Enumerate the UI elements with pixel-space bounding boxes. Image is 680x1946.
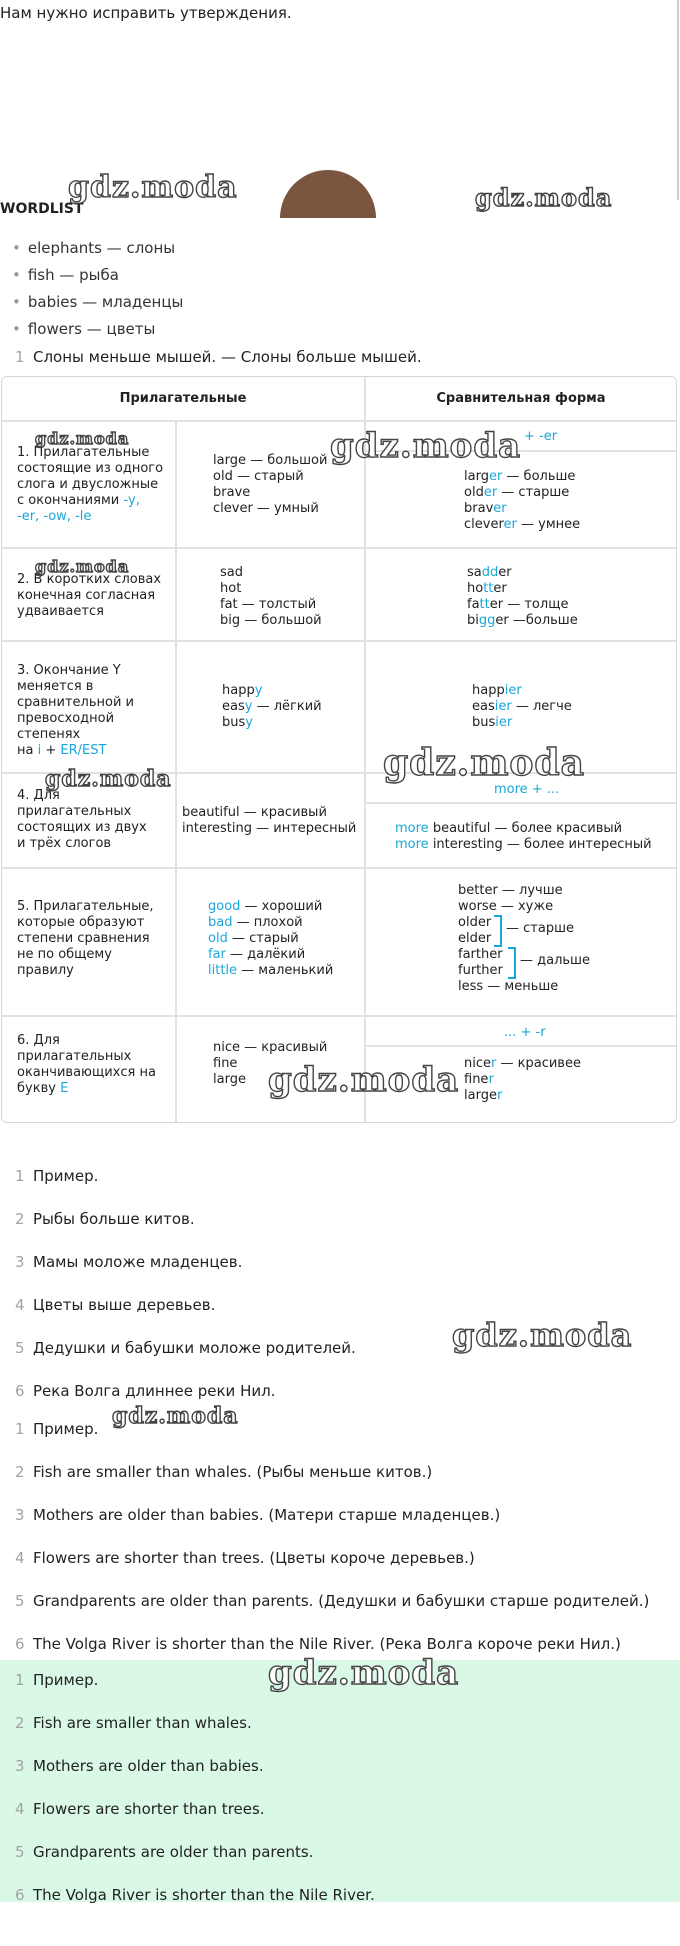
cell-line: larger — больше: [464, 469, 576, 484]
cell-line: и трёх слогов: [17, 836, 112, 851]
cell-line: braver: [464, 501, 507, 516]
cell-line: nicer — красивее: [464, 1056, 581, 1071]
cell-line: 1. Прилагательные: [17, 445, 150, 460]
cell-line: sadder: [467, 565, 512, 580]
cell-line: brave: [213, 485, 251, 500]
cell-line: nice — красивый: [213, 1040, 328, 1055]
bracket-icon: [494, 915, 502, 947]
cell-line: fatter — толще: [467, 597, 569, 612]
wordlist-item: • elephants — слоны: [12, 239, 176, 257]
cell-line: busy: [222, 715, 253, 730]
answer-block: [0, 1660, 680, 1902]
rule-cell: [17, 1033, 156, 1097]
rule-hint: ... + -r: [504, 1025, 546, 1040]
cell-line: fine: [213, 1056, 238, 1071]
right-divider: [677, 0, 679, 200]
watermark: gdz.moda: [268, 1060, 460, 1100]
cell-line: cleverer — умнее: [464, 517, 581, 532]
cell-line: букву E: [17, 1081, 69, 1096]
cell-line: hot: [220, 581, 242, 596]
cell-line: farther: [458, 947, 503, 962]
table-header-comparative: Сравнительная форма: [436, 391, 606, 406]
cell-line: more interesting — более интересный: [395, 837, 652, 852]
bracket-note: — дальше: [520, 953, 590, 968]
cell-line: better — лучше: [458, 883, 563, 898]
example-line: 1 Слоны меньше мышей. — Слоны больше мышей.: [15, 348, 422, 366]
cell-line: older: [458, 915, 492, 930]
adjectives-cell: [213, 453, 327, 517]
cell-line: состоящих из двух: [17, 820, 147, 835]
cell-line: сравнительной и: [17, 695, 134, 710]
table-header-adjectives: Прилагательные: [119, 391, 247, 406]
cell-line: old — старый: [208, 931, 299, 946]
cell-line: large: [213, 1072, 246, 1087]
forms-cell: [395, 821, 652, 853]
table-row-divider: [2, 867, 676, 869]
wordlist-label: WORDLIST: [0, 201, 84, 217]
list-item: 5 Дедушки и бабушки моложе родителей.: [15, 1339, 356, 1357]
wordlist-item: • fish — рыба: [12, 266, 119, 284]
cell-line: меняется в: [17, 679, 94, 694]
decorative-semicircle: [280, 170, 376, 218]
cell-line: bad — плохой: [208, 915, 303, 930]
cell-line: interesting — интересный: [182, 821, 357, 836]
cell-line: fat — толстый: [220, 597, 317, 612]
cell-line: bigger —больше: [467, 613, 578, 628]
rule-cell: [17, 663, 134, 759]
cell-line: -er, -ow, -le: [17, 509, 92, 524]
cell-line: hotter: [467, 581, 507, 596]
rule-cell: [17, 445, 163, 525]
cell-line: которые образуют: [17, 915, 145, 930]
watermark: gdz.moda: [268, 1653, 460, 1693]
cell-line: busier: [472, 715, 513, 730]
answer-item: 2 Fish are smaller than whales.: [15, 1714, 252, 1732]
table-row-divider: [2, 420, 676, 422]
cell-line: good — хороший: [208, 899, 323, 914]
cell-line: worse — хуже: [458, 899, 554, 914]
table-row-divider: [366, 802, 676, 804]
cell-line: easy — лёгкий: [222, 699, 322, 714]
list-item: 6 Река Волга длиннее реки Нил.: [15, 1382, 276, 1400]
intro-text: Нам нужно исправить утверждения.: [0, 4, 292, 22]
list-item: 3 Mothers are older than babies. (Матери старше младенцев.): [15, 1506, 501, 1524]
list-item: 5 Grandparents are older than parents. (Дедушки и бабушки старше родителей.): [15, 1592, 650, 1610]
bullet-icon: •: [12, 293, 21, 311]
watermark: gdz.moda: [68, 170, 238, 205]
cell-line: 6. Для: [17, 1033, 60, 1048]
adjectives-cell: [220, 565, 322, 629]
bracket-note: — старше: [506, 921, 574, 936]
cell-line: 3. Окончание Y: [17, 663, 121, 678]
answer-item: 3 Mothers are older than babies.: [15, 1757, 264, 1775]
answer-item: 1 Пример.: [15, 1671, 99, 1689]
list-item: 1 Пример.: [15, 1167, 99, 1185]
wordlist-item: • babies — младенцы: [12, 293, 184, 311]
rule-hint: more + ...: [494, 782, 560, 797]
cell-line: happier: [472, 683, 522, 698]
cell-line: слога и двусложные: [17, 477, 159, 492]
table-row-divider: [2, 547, 676, 549]
watermark: gdz.moda: [383, 742, 585, 784]
cell-line: old — старый: [213, 469, 304, 484]
watermark: gdz.moda: [35, 557, 130, 576]
watermark: gdz.moda: [112, 1403, 239, 1429]
list-item: 2 Рыбы больше китов.: [15, 1210, 195, 1228]
watermark: gdz.moda: [452, 1316, 633, 1354]
cell-line: степенях: [17, 727, 81, 742]
cell-line: finer: [464, 1072, 494, 1087]
bullet-icon: •: [12, 266, 21, 284]
list-item: 1 Пример.: [15, 1420, 99, 1438]
cell-line: удваивается: [17, 604, 104, 619]
cell-line: оканчивающихся на: [17, 1065, 156, 1080]
answer-item: 6 The Volga River is shorter than the Nile River.: [15, 1886, 375, 1904]
adjectives-cell: [222, 683, 322, 731]
list-item: 3 Мамы моложе младенцев.: [15, 1253, 243, 1271]
watermark: gdz.moda: [45, 766, 172, 792]
cell-line: прилагательных: [17, 804, 132, 819]
cell-line: конечная согласная: [17, 588, 156, 603]
list-item: 2 Fish are smaller than whales. (Рыбы меньше китов.): [15, 1463, 433, 1481]
cell-line: 4. Для: [17, 788, 60, 803]
cell-line: larger: [464, 1088, 503, 1103]
watermark: gdz.moda: [475, 183, 613, 212]
cell-line: little — маленький: [208, 963, 334, 978]
watermark: gdz.moda: [330, 426, 522, 466]
list-item: 4 Flowers are shorter than trees. (Цветы короче деревьев.): [15, 1549, 475, 1567]
table-row-divider: [2, 1015, 676, 1017]
cell-line: на i + ER/EST: [17, 743, 107, 758]
cell-line: easier — легче: [472, 699, 572, 714]
bullet-icon: •: [12, 239, 21, 257]
forms-cell: [464, 469, 580, 533]
cell-line: big — большой: [220, 613, 322, 628]
cell-line: elder: [458, 931, 492, 946]
cell-line: beautiful — красивый: [182, 805, 327, 820]
wordlist-item: • flowers — цветы: [12, 320, 156, 338]
cell-line: clever — умный: [213, 501, 319, 516]
cell-line: more beautiful — более красивый: [395, 821, 623, 836]
list-item: 6 The Volga River is shorter than the Nile River. (Река Волга короче реки Нил.): [15, 1635, 621, 1653]
cell-line: степени сравнения: [17, 931, 150, 946]
cell-line: less — меньше: [458, 979, 559, 994]
rule-cell: [17, 788, 147, 852]
cell-line: sad: [220, 565, 243, 580]
cell-line: состоящие из одного: [17, 461, 164, 476]
rule-hint: + -er: [524, 429, 558, 444]
cell-line: large — большой: [213, 453, 328, 468]
cell-line: превосходной: [17, 711, 115, 726]
rule-cell: [17, 572, 161, 620]
bracket-icon: [508, 947, 516, 979]
cell-line: far — далёкий: [208, 947, 306, 962]
rule-cell: [17, 899, 154, 979]
adjectives-cell: [182, 805, 356, 837]
forms-cell: [467, 565, 578, 629]
table-row-divider: [2, 640, 676, 642]
cell-line: older — старше: [464, 485, 570, 500]
bullet-icon: •: [12, 320, 21, 338]
cell-line: happy: [222, 683, 263, 698]
cell-line: правилу: [17, 963, 74, 978]
adjectives-cell: [208, 899, 333, 979]
forms-cell: [472, 683, 572, 731]
answer-item: 4 Flowers are shorter than trees.: [15, 1800, 265, 1818]
answer-item: 5 Grandparents are older than parents.: [15, 1843, 314, 1861]
cell-line: не по общему: [17, 947, 112, 962]
cell-line: further: [458, 963, 503, 978]
table-column-divider: [364, 377, 366, 1122]
watermark: gdz.moda: [35, 429, 130, 448]
table-row-divider: [366, 1045, 676, 1047]
cell-line: с окончаниями -y,: [17, 493, 140, 508]
cell-line: 2. В коротких словах: [17, 572, 162, 587]
cell-line: прилагательных: [17, 1049, 132, 1064]
forms-cell: [464, 1056, 581, 1104]
cell-line: 5. Прилагательные,: [17, 899, 154, 914]
list-item: 4 Цветы выше деревьев.: [15, 1296, 216, 1314]
